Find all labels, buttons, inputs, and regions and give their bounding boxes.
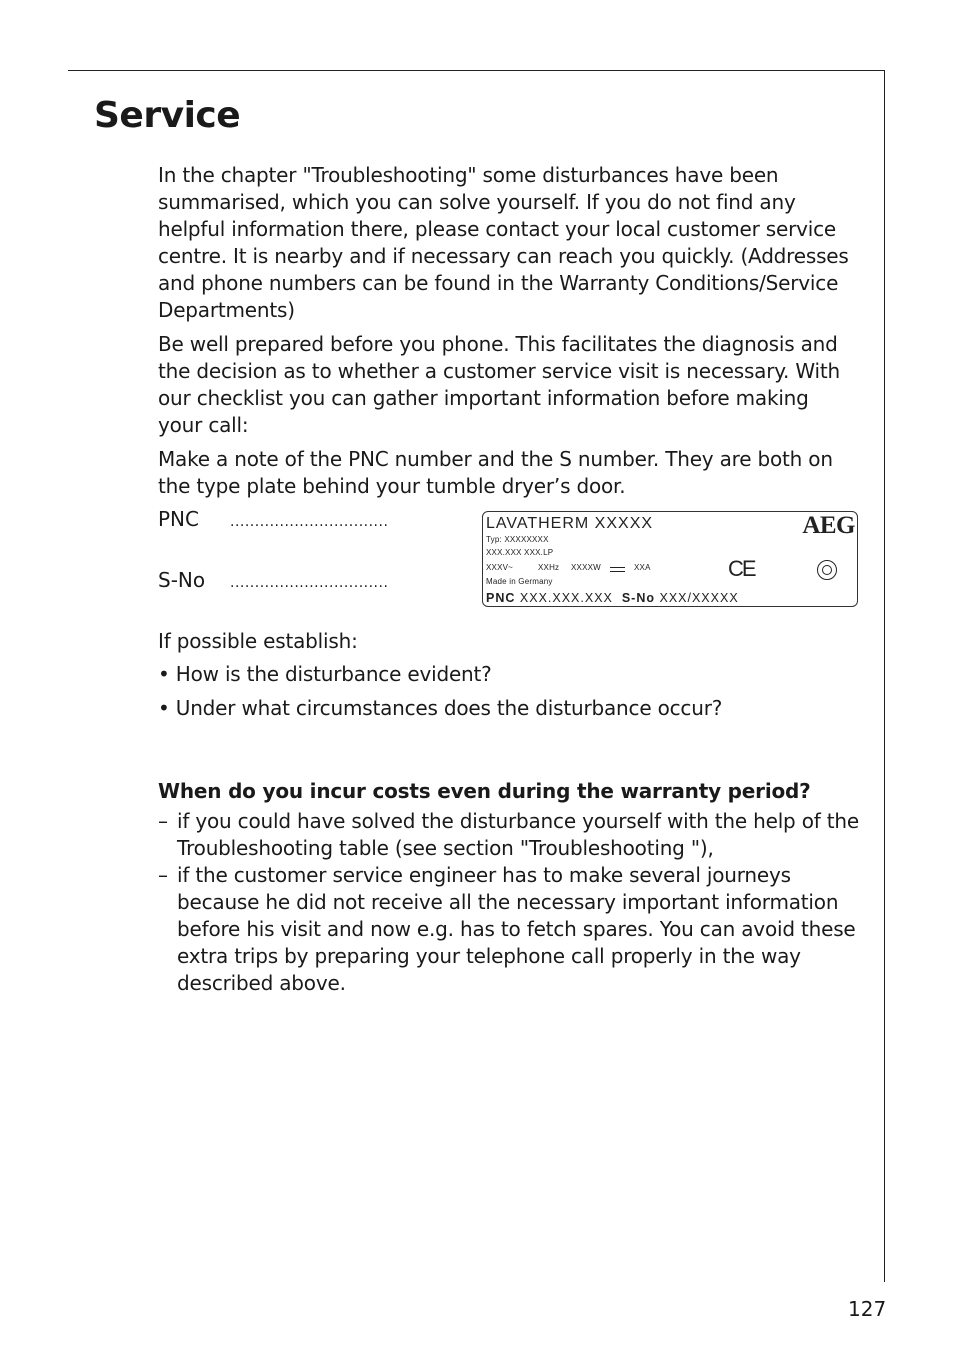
plate-pnc-label: PNC: [486, 591, 516, 605]
dash-marker: –: [158, 863, 168, 887]
costs-list-item: [158, 808, 863, 862]
plate-made-in: Made in Germany: [486, 577, 553, 586]
costs-item-text: if you could have solved the disturbance yourself with the help of the Troubleshooting table (see section "Troubleshooting "),: [177, 809, 859, 860]
intro-paragraph-3: Make a note of the PNC number and the S number. They are both on the type plate behind your tumble dryer’s door.: [158, 447, 833, 498]
plate-voltage: XXXV~: [486, 563, 514, 572]
checklist-lead: If possible establish:: [158, 629, 358, 653]
plate-pnc-value: XXX.XXX.XXX: [519, 591, 613, 605]
plate-model: LAVATHERM XXXXX: [486, 515, 654, 532]
page-number: 127: [848, 1297, 887, 1321]
dash-marker: –: [158, 809, 168, 833]
sno-dotted-line: ................................: [230, 575, 389, 591]
pnc-note-field: [158, 506, 388, 536]
intro-paragraph-2: Be well prepared before you phone. This facilitates the diagnosis and the decision as to whether a customer service visit is necessary. With our checklist you can gather important information before making your call:: [158, 332, 840, 437]
ce-mark-icon: CE: [728, 556, 755, 581]
plate-typ: Typ: XXXXXXXX: [486, 535, 549, 544]
type-plate-illustration: [482, 511, 858, 607]
sno-label: S-No: [158, 568, 206, 592]
intro-paragraph-1: In the chapter "Troubleshooting" some disturbances have been summarised, which you can solve yourself. If you do not find any helpful information there, please contact your local customer service centre. It is nearby and if necessary can reach you quickly. (Addresses and phone numbers can be found in the Warranty Conditions/Service Departments): [158, 163, 849, 322]
pnc-label: PNC: [158, 507, 199, 531]
checklist-item: • How is the disturbance evident?: [158, 662, 492, 686]
aeg-logo: AEG: [802, 512, 855, 539]
top-rule: [68, 70, 885, 71]
costs-list-item: [158, 862, 863, 997]
dc-symbol-icon: [610, 567, 625, 572]
page-title: Service: [94, 95, 241, 136]
certification-seal-icon: [817, 560, 837, 580]
plate-sno-label: S-No: [621, 591, 655, 605]
plate-frequency: XXHz: [538, 563, 560, 572]
right-margin-rule: [884, 70, 885, 1282]
pnc-dotted-line: ................................: [230, 514, 389, 530]
checklist-item: • Under what circumstances does the disturbance occur?: [158, 696, 723, 720]
costs-heading: When do you incur costs even during the warranty period?: [158, 779, 811, 803]
plate-power: XXXXW: [571, 563, 601, 572]
plate-codes: [486, 591, 739, 605]
sno-note-field: [158, 567, 388, 597]
plate-lp: XXX.XXX XXX.LP: [486, 548, 554, 557]
plate-current: XXA: [634, 563, 651, 572]
plate-sno-value: XXX/XXXXX: [659, 591, 739, 605]
costs-item-text: if the customer service engineer has to make several journeys because he did not receive all the necessary important information before his visit and now e.g. has to fetch spares. You can avoid these extra trips by preparing your telephone call properly in the way described above.: [177, 863, 856, 995]
